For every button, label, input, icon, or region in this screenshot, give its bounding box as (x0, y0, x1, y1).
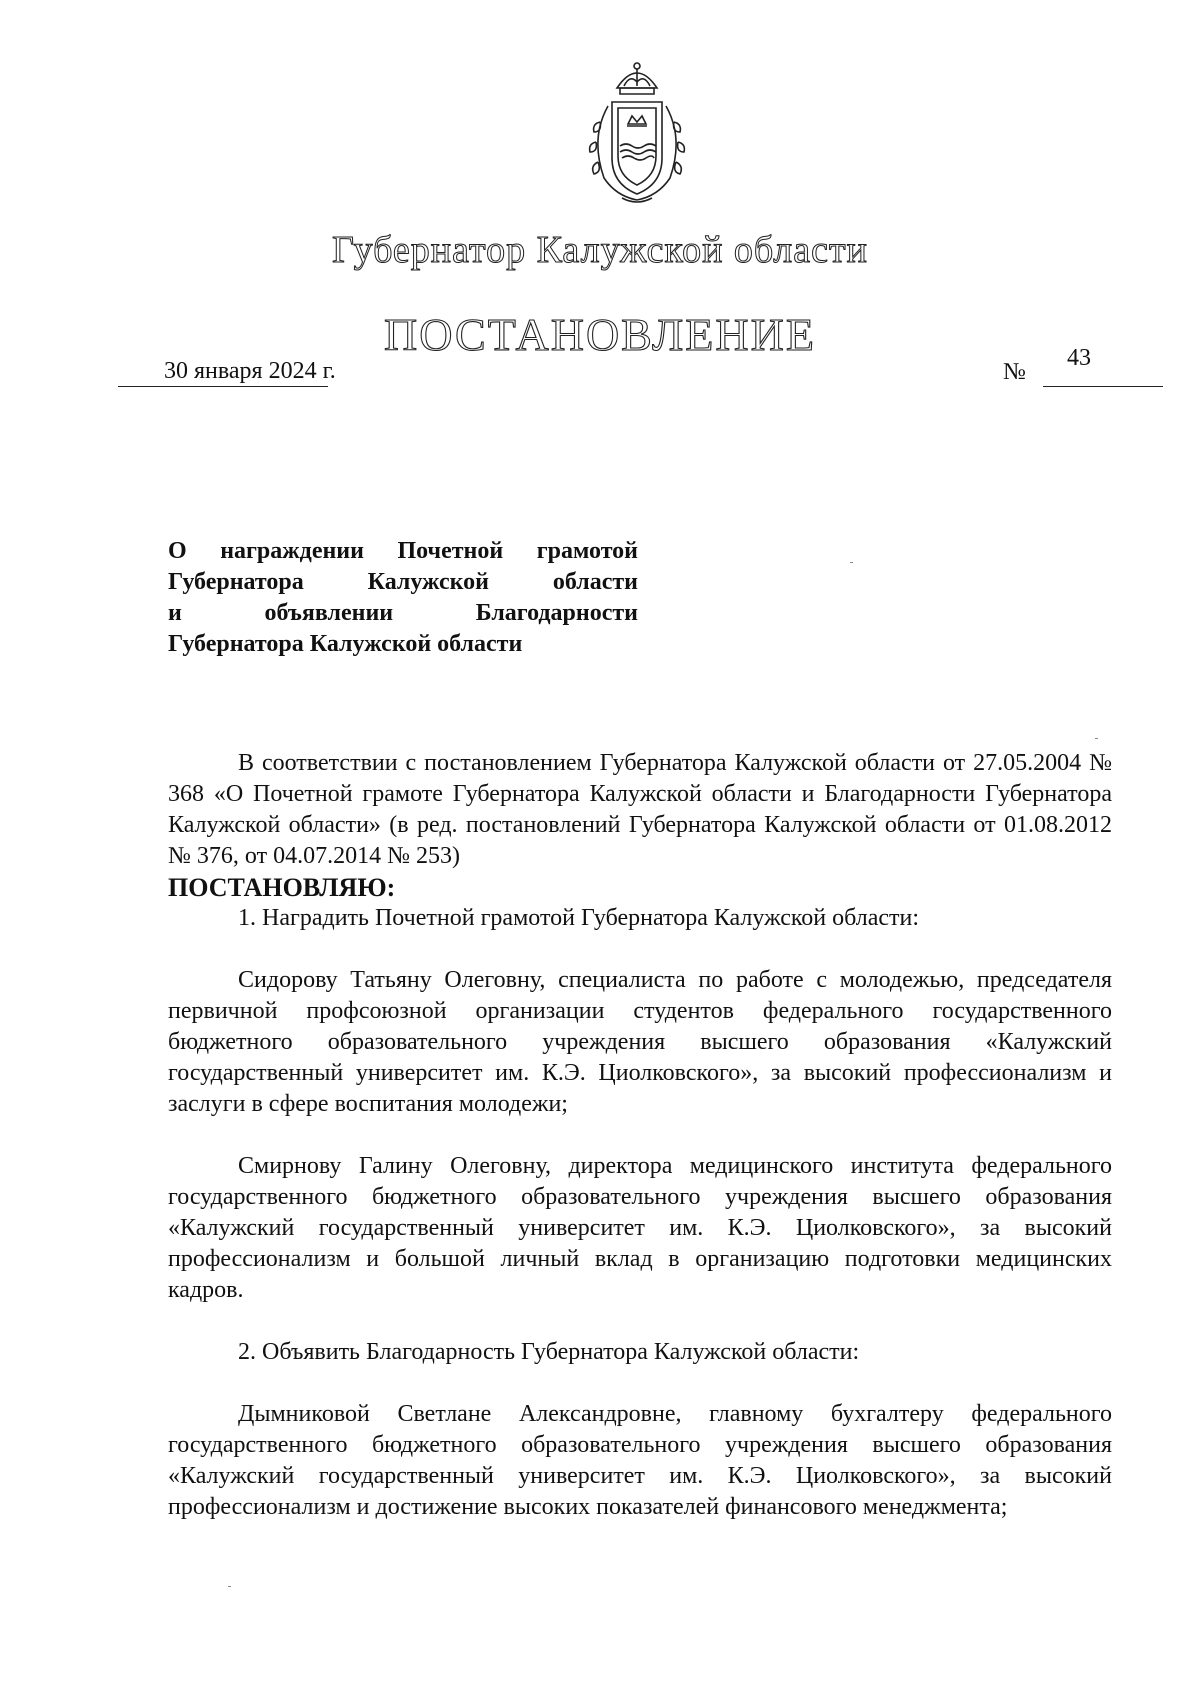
decree-word: ПОСТАНОВЛЯЮ: (168, 873, 396, 902)
document-number: 43 (1067, 345, 1091, 371)
subject-line: Губернатора Калужской области (168, 631, 523, 657)
issuing-authority-title: Губернатор Калужской области (332, 229, 868, 271)
scan-speck (1095, 738, 1098, 739)
document-body (168, 748, 1112, 1523)
item-2-heading: 2. Объявить Благодарность Губернатора Калужской области: (238, 1339, 860, 1365)
awardee-paragraph: Сидорову Татьяну Олеговну, специалиста по работе с молодежью, председателя первичной профсоюзной организации студентов федерального государственного бюджетного образовательного учреждения высшего образования «Калужский государственный университет им. К.Э. Циолковского», за высокий профессионализм и заслуги в сфере воспитания молодежи; (168, 967, 1112, 1117)
preamble-paragraph: В соответствии с постановлением Губернатора Калужской области от 27.05.2004 № 368 «О Почетной грамоте Губернатора Калужской области и Благодарности Губернатора Калужской области» (в ред. постановлений Губернатора Калужской области от 01.08.2012 № 376, от 04.07.2014 № 253) (168, 750, 1112, 869)
subject-line: Губернатора Калужской области (168, 569, 638, 595)
document-number-field (1003, 345, 1163, 387)
scan-speck (228, 1586, 231, 1587)
subject-line: и объявлении Благодарности (168, 600, 638, 626)
scan-speck (850, 562, 853, 563)
number-label: № (1003, 359, 1026, 385)
document-subject (168, 536, 638, 660)
subject-line: О награждении Почетной грамотой (168, 538, 638, 564)
document-type-title: ПОСТАНОВЛЕНИЕ (384, 309, 816, 360)
document-date-field (118, 356, 336, 387)
awardee-paragraph: Смирнову Галину Олеговну, директора медицинского института федерального государственного бюджетного образовательного учреждения высшего образования «Калужский государственный университет им. К.Э. Циолковского», за высокий профессионализм и большой личный вклад в организацию подготовки медицинских кадров. (168, 1153, 1112, 1303)
awardee-paragraph: Дымниковой Светлане Александровне, главному бухгалтеру федерального государственного бюджетного образовательного учреждения высшего образования «Калужский государственный университет им. К.Э. Циолковского», за высокий профессионализм и достижение высоких показателей финансового менеджмента; (168, 1401, 1112, 1520)
document-date: 30 января 2024 г. (164, 358, 336, 384)
number-underline (1043, 386, 1163, 387)
item-1-heading: 1. Наградить Почетной грамотой Губернатора Калужской области: (238, 905, 920, 931)
coat-of-arms-emblem-icon (582, 58, 692, 206)
